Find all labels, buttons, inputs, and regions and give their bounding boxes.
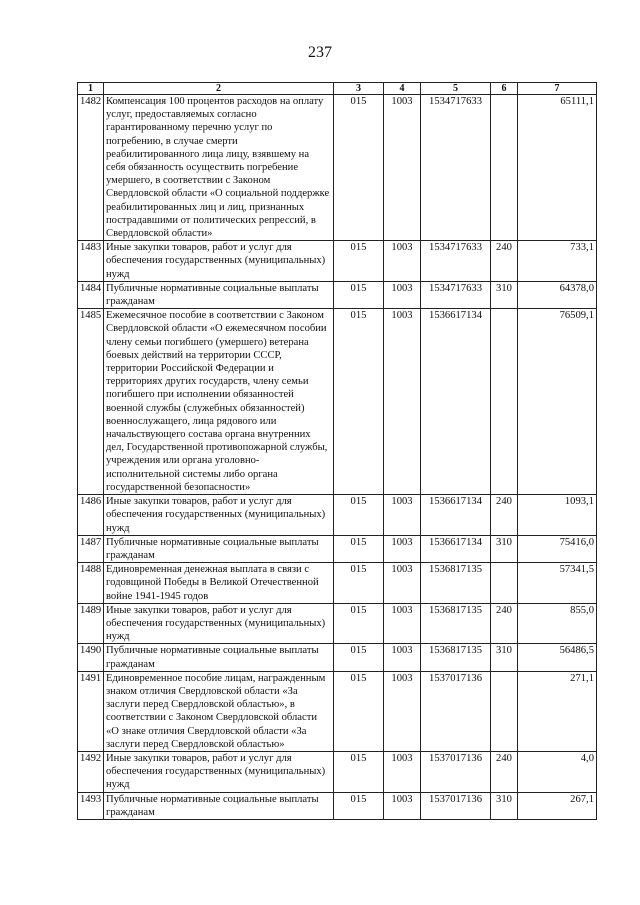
table-row	[78, 603, 597, 644]
row-section-code: 1003	[384, 792, 421, 819]
row-target-article: 1534717633	[421, 281, 491, 308]
table-row	[78, 563, 597, 604]
row-ministry-code: 015	[334, 281, 384, 308]
table-row	[78, 95, 597, 241]
row-description: Публичные нормативные социальные выплаты гражданам	[104, 281, 334, 308]
row-ministry-code: 015	[334, 792, 384, 819]
row-target-article: 1536617134	[421, 309, 491, 495]
row-description: Компенсация 100 процентов расходов на оплату услуг, предоставляемых согласно гарантированному перечню услуг по погребению, в случае смерти реабилитированного лица лицу, взявшему на себя обязанность осуществить погребение умершего, в соответствии с Законом Свердловской области «О социальной поддержке реабилитированных лиц и лиц, признанных пострадавшими от политических репрессий, в Свердловской области»	[104, 95, 334, 241]
row-target-article: 1537017136	[421, 792, 491, 819]
row-amount: 855,0	[518, 603, 597, 644]
row-target-article: 1536817135	[421, 563, 491, 604]
row-ministry-code: 015	[334, 751, 384, 792]
row-section-code: 1003	[384, 309, 421, 495]
row-number: 1493	[78, 792, 104, 819]
row-expense-type: 310	[491, 644, 518, 671]
row-ministry-code: 015	[334, 671, 384, 751]
row-amount: 4,0	[518, 751, 597, 792]
row-number: 1491	[78, 671, 104, 751]
column-header: 5	[421, 83, 491, 95]
row-target-article: 1536617134	[421, 535, 491, 562]
row-description: Публичные нормативные социальные выплаты гражданам	[104, 792, 334, 819]
row-expense-type: 240	[491, 241, 518, 282]
table-row	[78, 495, 597, 536]
column-header: 4	[384, 83, 421, 95]
row-target-article: 1536817135	[421, 644, 491, 671]
row-description: Иные закупки товаров, работ и услуг для обеспечения государственных (муниципальных) нужд	[104, 495, 334, 536]
row-description: Ежемесячное пособие в соответствии с Законом Свердловской области «О ежемесячном пособии члену семьи погибшего (умершего) ветерана боевых действий на территории СССР, территории Российской Федерации и территориях других государств, члену семьи погибшего при исполнении обязанностей военной службы (служебных обязанностей) военнослужащего, лица рядового или начальствующего состава органа внутренних дел, Государственной противопожарной службы, учреждения или органа уголовно-исполнительной системы либо органа государственной безопасности»	[104, 309, 334, 495]
row-description: Публичные нормативные социальные выплаты гражданам	[104, 535, 334, 562]
row-ministry-code: 015	[334, 603, 384, 644]
row-amount: 75416,0	[518, 535, 597, 562]
row-number: 1483	[78, 241, 104, 282]
row-expense-type: 310	[491, 281, 518, 308]
row-section-code: 1003	[384, 751, 421, 792]
row-ministry-code: 015	[334, 495, 384, 536]
row-description: Иные закупки товаров, работ и услуг для обеспечения государственных (муниципальных) нужд	[104, 241, 334, 282]
row-expense-type: 240	[491, 603, 518, 644]
header-row	[78, 83, 597, 95]
table-row	[78, 792, 597, 819]
row-description: Единовременное пособие лицам, награжденным знаком отличия Свердловской области «За заслуги перед Свердловской областью», в соответствии с Законом Свердловской области «О знаке отличия Свердловской области «За заслуги перед Свердловской областью»	[104, 671, 334, 751]
row-section-code: 1003	[384, 563, 421, 604]
row-section-code: 1003	[384, 95, 421, 241]
row-amount: 1093,1	[518, 495, 597, 536]
row-amount: 733,1	[518, 241, 597, 282]
row-expense-type: 240	[491, 495, 518, 536]
row-section-code: 1003	[384, 603, 421, 644]
budget-table	[77, 82, 597, 820]
row-ministry-code: 015	[334, 309, 384, 495]
row-description: Публичные нормативные социальные выплаты гражданам	[104, 644, 334, 671]
row-section-code: 1003	[384, 495, 421, 536]
column-header: 7	[518, 83, 597, 95]
row-expense-type: 310	[491, 792, 518, 819]
row-amount: 65111,1	[518, 95, 597, 241]
table-row	[78, 751, 597, 792]
row-section-code: 1003	[384, 281, 421, 308]
row-ministry-code: 015	[334, 644, 384, 671]
row-description: Иные закупки товаров, работ и услуг для обеспечения государственных (муниципальных) нужд	[104, 603, 334, 644]
row-ministry-code: 015	[334, 95, 384, 241]
row-amount: 76509,1	[518, 309, 597, 495]
page-number: 237	[308, 44, 332, 61]
table-row	[78, 241, 597, 282]
table-row	[78, 644, 597, 671]
row-number: 1489	[78, 603, 104, 644]
row-target-article: 1534717633	[421, 95, 491, 241]
table-row	[78, 309, 597, 495]
row-number: 1490	[78, 644, 104, 671]
row-ministry-code: 015	[334, 241, 384, 282]
row-amount: 271,1	[518, 671, 597, 751]
row-expense-type	[491, 563, 518, 604]
row-number: 1485	[78, 309, 104, 495]
row-description: Единовременная денежная выплата в связи с годовщиной Победы в Великой Отечественной войне 1941-1945 годов	[104, 563, 334, 604]
column-header: 2	[104, 83, 334, 95]
row-number: 1492	[78, 751, 104, 792]
table-row	[78, 535, 597, 562]
row-expense-type: 310	[491, 535, 518, 562]
row-target-article: 1536817135	[421, 603, 491, 644]
row-target-article: 1534717633	[421, 241, 491, 282]
table-row	[78, 281, 597, 308]
table-row	[78, 671, 597, 751]
row-section-code: 1003	[384, 644, 421, 671]
row-number: 1487	[78, 535, 104, 562]
column-header: 6	[491, 83, 518, 95]
row-amount: 57341,5	[518, 563, 597, 604]
column-header: 3	[334, 83, 384, 95]
row-description: Иные закупки товаров, работ и услуг для обеспечения государственных (муниципальных) нужд	[104, 751, 334, 792]
row-target-article: 1537017136	[421, 671, 491, 751]
row-number: 1484	[78, 281, 104, 308]
column-header: 1	[78, 83, 104, 95]
row-number: 1486	[78, 495, 104, 536]
row-expense-type	[491, 95, 518, 241]
row-amount: 64378,0	[518, 281, 597, 308]
row-ministry-code: 015	[334, 563, 384, 604]
row-number: 1482	[78, 95, 104, 241]
row-expense-type: 240	[491, 751, 518, 792]
row-target-article: 1537017136	[421, 751, 491, 792]
row-expense-type	[491, 309, 518, 495]
row-ministry-code: 015	[334, 535, 384, 562]
row-expense-type	[491, 671, 518, 751]
row-amount: 267,1	[518, 792, 597, 819]
row-amount: 56486,5	[518, 644, 597, 671]
row-target-article: 1536617134	[421, 495, 491, 536]
row-number: 1488	[78, 563, 104, 604]
row-section-code: 1003	[384, 671, 421, 751]
row-section-code: 1003	[384, 535, 421, 562]
row-section-code: 1003	[384, 241, 421, 282]
